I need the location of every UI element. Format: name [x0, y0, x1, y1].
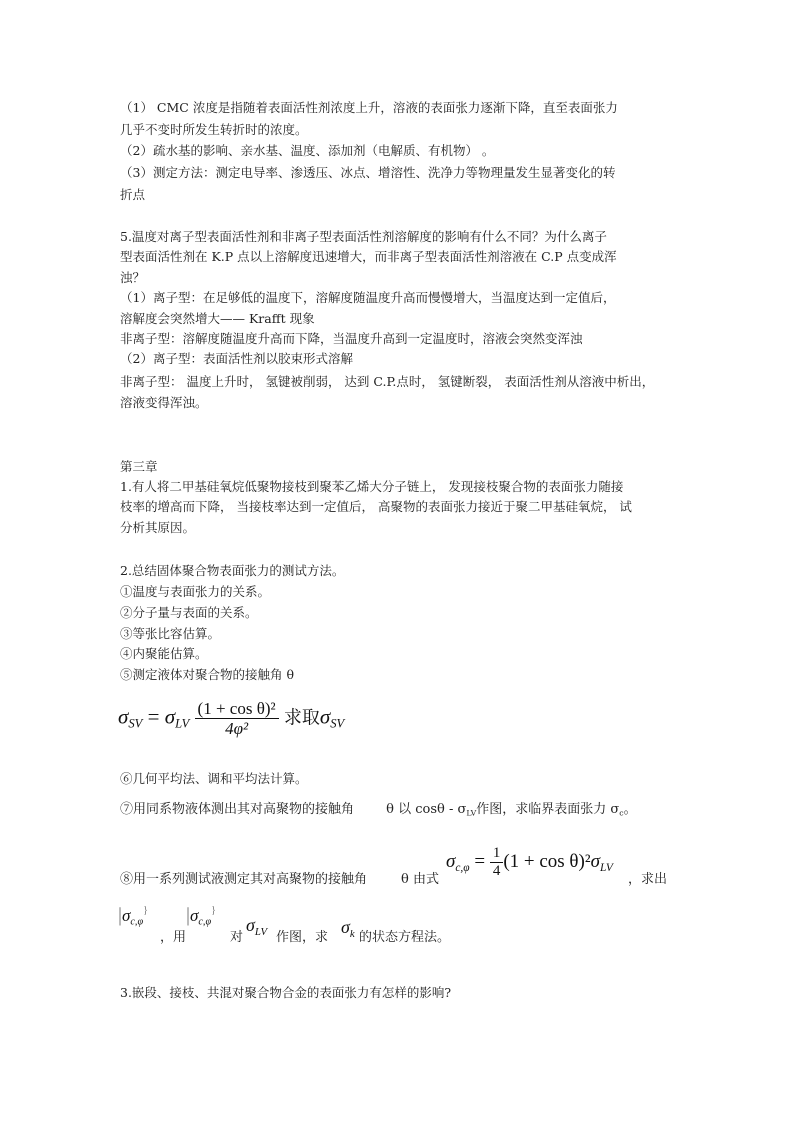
- m7-sub-c: c: [619, 808, 624, 818]
- ch3-q2-title: 2.总结固体聚合物表面张力的测试方法。: [120, 563, 345, 578]
- m8-sym-4: [341, 918, 355, 940]
- q5-answer-3: 非离子型：溶解度随温度升高而下降，当温度升高到一定温度时，溶液会突然变浑浊: [120, 331, 583, 346]
- cmc-item1-line1: （1） CMC 浓度是指随着表面活性剂浓度上升，溶液的表面张力逐渐下降，直至表面张力: [120, 100, 618, 115]
- ch3-q1-line2: 枝率的增高而下降， 当接枝率达到一定值后， 高聚物的表面张力接近于聚二甲基硅氧烷， 试: [120, 499, 632, 514]
- cmc-item2: （2）疏水基的影响、亲水基、温度、添加剂（电解质、有机物） 。: [120, 143, 495, 158]
- f1-sigma-1: σ: [118, 704, 129, 729]
- q5-line3: 浊？: [120, 270, 146, 285]
- f1-numerator: (1 + cos θ)²: [195, 700, 279, 719]
- formula-sigma-sv: [118, 700, 344, 737]
- m8-sym-2-sigma: σ: [190, 906, 199, 925]
- f1-denominator: 4φ²: [225, 719, 249, 738]
- f2-expr: (1 + cos θ)²: [503, 850, 591, 872]
- q5-answer-1: （1）离子型：在足够低的温度下，溶解度随温度升高而慢慢增大，当温度达到一定值后，: [120, 290, 616, 305]
- cmc-item3-line1: （3）测定方法：测定电导率、渗透压、冰点、增溶性、洗净力等物理量发生显著变化的转: [120, 165, 616, 180]
- method-8-text-b: θ 由式: [401, 872, 439, 887]
- method-8-text-d4: 的状态方程法。: [359, 930, 451, 945]
- f1-fraction: [195, 700, 279, 737]
- m8-sym-4-sigma: σ: [341, 917, 350, 937]
- q5-line2: 型表面活性剂在 K.P 点以上溶解度迅速增大，而非离子型表面活性剂溶液在 C.P 点变成浑: [120, 249, 617, 264]
- method-8-text-d2: 对: [230, 930, 244, 945]
- m8-sym-1-sigma: σ: [122, 906, 131, 925]
- m8-sym-3-sub: LV: [254, 925, 268, 938]
- m8-sym-1: $|\sigma_{c,\varphi}^{\}}$: [118, 904, 148, 928]
- m8-sym-3-sigma: σ: [246, 915, 255, 935]
- f2-sigma-2: σ: [590, 850, 600, 872]
- m8-sym-4-sub: k: [349, 927, 355, 940]
- method-8-text-c: ，求出: [628, 872, 668, 887]
- f1-qiuqu: 求取: [283, 707, 320, 729]
- f2-sigma-1: σ: [446, 850, 456, 872]
- f2-equals: =: [474, 850, 486, 872]
- ch3-q3-title: 3.嵌段、接枝、共混对聚合物合金的表面张力有怎样的影响?: [120, 985, 452, 1000]
- m7-text-b: 作图，求临界表面张力 σ: [476, 802, 620, 817]
- q5-answer-4: （2）离子型：表面活性剂以胶束形式溶解: [120, 351, 353, 366]
- f2-fraction: [490, 846, 504, 879]
- q5-answer-6: 溶液变得浑浊。: [120, 395, 208, 410]
- m7-theta-cos: θ 以 cosθ - σ: [386, 802, 467, 817]
- method-5: ⑤测定液体对聚合物的接触角 θ: [120, 667, 294, 682]
- m8-sym-1-sub: c,φ: [130, 916, 144, 928]
- method-8-text-d3: 作图，求: [276, 930, 329, 945]
- method-1: ①温度与表面张力的关系。: [120, 584, 271, 599]
- method-6: ⑥几何平均法、调和平均法计算。: [120, 771, 308, 786]
- f1-sub-lv: LV: [175, 716, 190, 731]
- method-2: ②分子量与表面的关系。: [120, 605, 258, 620]
- method-7: [120, 802, 637, 822]
- m8-sym-2: $|\sigma_{c,\varphi}^{\}}$: [186, 904, 216, 928]
- chapter-title: 第三章: [120, 459, 158, 474]
- cmc-item1-line2: 几乎不变时所发生转折时的浓度。: [120, 122, 308, 137]
- f2-sub-c-phi: c,φ: [455, 861, 470, 874]
- f2-four: 4: [492, 863, 501, 879]
- m7-end: 。: [623, 802, 637, 817]
- f2-sub-lv: LV: [599, 861, 613, 874]
- m8-sym-3: [246, 916, 267, 938]
- cmc-item3-line2: 折点: [120, 187, 146, 202]
- f2-one: 1: [490, 846, 504, 863]
- m7-text-a: ⑦用同系物液体测出其对高聚物的接触角: [120, 802, 355, 817]
- q5-answer-5: 非离子型： 温度上升时， 氢键被削弱， 达到 C.P.点时， 氢键断裂， 表面活性剂从溶液中析出，: [120, 374, 655, 389]
- method-4: ④内聚能估算。: [120, 646, 208, 661]
- q5-answer-2: 溶解度会突然增大—— Krafft 现象: [120, 311, 315, 326]
- f1-sigma-3: σ: [319, 704, 331, 729]
- f1-sub-sv-2: SV: [330, 716, 345, 731]
- m8-sym-2-sub: c,φ: [198, 916, 212, 928]
- ch3-q1-line1: 1.有人将二甲基硅氧烷低聚物接枝到聚苯乙烯大分子链上， 发现接枝聚合物的表面张力随接: [120, 479, 624, 494]
- method-3: ③等张比容估算。: [120, 626, 221, 641]
- f1-sub-sv: SV: [128, 716, 143, 731]
- method-8-text-d1: ，用: [160, 930, 187, 945]
- f1-equals: =: [147, 704, 160, 729]
- m7-sub-lv: LV: [466, 808, 477, 818]
- method-8-text-a: ⑧用一系列测试液测定其对高聚物的接触角: [120, 872, 368, 887]
- ch3-q1-line3: 分析其原因。: [120, 520, 196, 535]
- q5-line1: 5.温度对离子型表面活性剂和非离子型表面活性剂溶解度的影响有什么不同？为什么离子: [120, 229, 607, 244]
- f1-sigma-2: σ: [164, 704, 176, 729]
- formula-sigma-c-phi: [446, 846, 613, 879]
